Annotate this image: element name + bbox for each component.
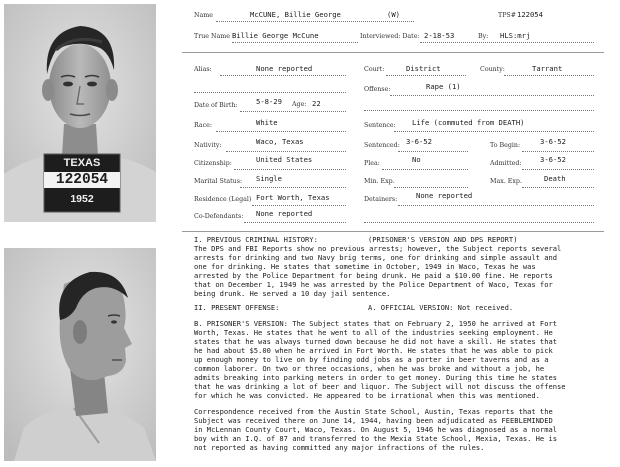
text-line: Worth, Texas. He states that he went to all of the industries seeking employment. He xyxy=(194,328,553,337)
name-value: McCUNE, Billie George xyxy=(250,10,341,19)
residence-value: Fort Worth, Texas xyxy=(256,193,330,202)
text-line: that on December 1, 1949 he was arrested by the Police Department of Waco, Texas for xyxy=(194,280,553,289)
county-label: County: xyxy=(480,66,505,73)
text-line: not reported as having committed any major infractions of the rules. xyxy=(194,443,485,452)
text-line: being drunk. He served a 10 day jail sentence. xyxy=(194,289,391,298)
text-line: arrests for drinking and two Navy brig terms, one for drinking and simple assault and xyxy=(194,253,558,262)
race-code: (W) xyxy=(387,10,400,19)
text-line: Correspondence received from the Austin State School, Austin, Texas reports that the xyxy=(194,407,553,416)
citizenship-value: United States xyxy=(256,155,313,164)
text-line: Subject was received there on June 14, 1944, having been adjudicated as FEEBLEMINDED xyxy=(194,416,553,425)
text-line: arrested by the Police Department for being drunk. He paid a $10.00 fine. He reports xyxy=(194,271,553,280)
max-exp-value: Death xyxy=(544,174,566,183)
section-2-heading: II. PRESENT OFFENSE: xyxy=(194,303,280,312)
text-line: up enough money to live on by finding odd jobs as a porter in beer taverns and as a xyxy=(194,355,549,364)
text-line: one for drinking. He states that sometime in October, 1949 in Waco, Texas he was xyxy=(194,262,536,271)
text-line: The DPS and FBI Reports show no previous arrests; however, the Subject reports several xyxy=(194,244,562,253)
text-line: that he was drinking a lot of beer and liquor. The Subject will not discuss the offense xyxy=(194,382,566,391)
max-exp-label: Max. Exp. xyxy=(490,178,522,185)
interviewed-label: Interviewed: Date: xyxy=(360,33,420,40)
to-begin-label: To Begin: xyxy=(490,142,521,149)
name-label: Name xyxy=(194,12,213,19)
detainers-label: Detainers: xyxy=(364,196,398,203)
court-label: Court: xyxy=(364,66,385,73)
nativity-label: Nativity: xyxy=(194,142,222,149)
marital-label: Marital Status: xyxy=(194,178,243,185)
inmate-record-card xyxy=(172,0,616,467)
tps-label: TPS# xyxy=(498,12,517,19)
text-line: boy with an I.Q. of 87 and transferred to the Mexia State School, Mexia, Texas. He is xyxy=(194,434,558,443)
min-exp-label: Min. Exp. xyxy=(364,178,395,185)
citizenship-label: Citizenship: xyxy=(194,160,232,167)
plate-number: 122054 xyxy=(44,172,120,188)
nativity-value: Waco, Texas xyxy=(256,137,304,146)
front-mugshot-photo xyxy=(4,4,156,222)
text-line: states that he was always turned down because he did not have a skill. He states that xyxy=(194,337,558,346)
admitted-label: Admitted: xyxy=(490,160,522,167)
alias-label: Alias: xyxy=(194,66,212,73)
by-value: HLS:mrj xyxy=(500,31,531,40)
section-1-subheading: (PRISONER'S VERSION AND DPS REPORT) xyxy=(368,235,518,244)
tps-value: 122054 xyxy=(517,10,543,19)
text-line: he had about $5.00 when he arrived in Fort Worth. He states that he was able to pick xyxy=(194,346,553,355)
true-name-label: True Name xyxy=(194,33,230,40)
residence-label: Residence (Legal) xyxy=(194,196,252,203)
section-1-heading: I. PREVIOUS CRIMINAL HISTORY: xyxy=(194,235,318,244)
alias-value: None reported xyxy=(256,64,313,73)
offense-label: Offense: xyxy=(364,86,391,93)
true-name-value: Billie George McCune xyxy=(232,31,319,40)
race-value: White xyxy=(256,118,278,127)
codefendants-label: Co-Defendants: xyxy=(194,213,244,220)
plea-value: No xyxy=(412,155,421,164)
text-line: in McLennan County Court, Waco, Texas. On August 5, 1946 he was diagnosed as a normal xyxy=(194,425,558,434)
dob-value: 5-8-29 xyxy=(256,97,282,106)
codefendants-value: None reported xyxy=(256,209,313,218)
by-label: By: xyxy=(478,33,489,40)
sentenced-label: Sentenced: xyxy=(364,142,400,149)
plate-state: TEXAS xyxy=(63,157,101,169)
race-label: Race: xyxy=(194,122,213,129)
profile-mugshot-photo xyxy=(4,248,156,461)
interviewed-date: 2-18-53 xyxy=(424,31,455,40)
sentence-label: Sentence: xyxy=(364,122,396,129)
plea-label: Plea: xyxy=(364,160,380,167)
admitted-value: 3-6-52 xyxy=(540,155,566,164)
text-line: common laborer. On two or three occasions, when he was broke and without a job, he xyxy=(194,364,545,373)
dob-label: Date of Birth: xyxy=(194,102,238,109)
court-value: District xyxy=(406,64,441,73)
official-version: A. OFFICIAL VERSION: Not received. xyxy=(368,303,514,312)
marital-value: Single xyxy=(256,174,282,183)
text-line: admits breaking into parking meters in order to get money. During this time he states xyxy=(194,373,558,382)
age-value: 22 xyxy=(312,99,321,108)
detainers-value: None reported xyxy=(416,191,473,200)
county-value: Tarrant xyxy=(532,64,563,73)
offense-value: Rape (1) xyxy=(426,82,461,91)
sentence-value: Life (commuted from DEATH) xyxy=(412,118,525,127)
sentenced-value: 3-6-52 xyxy=(406,137,432,146)
age-label: Age: xyxy=(292,101,307,108)
text-line: B. PRISONER'S VERSION: The Subject states that on February 2, 1950 he arrived at Fort xyxy=(194,319,558,328)
to-begin-value: 3-6-52 xyxy=(540,137,566,146)
text-line: for which he was convicted. He appeared to be irrational when this was mentioned. xyxy=(194,391,540,400)
plate-year: 1952 xyxy=(70,193,94,205)
